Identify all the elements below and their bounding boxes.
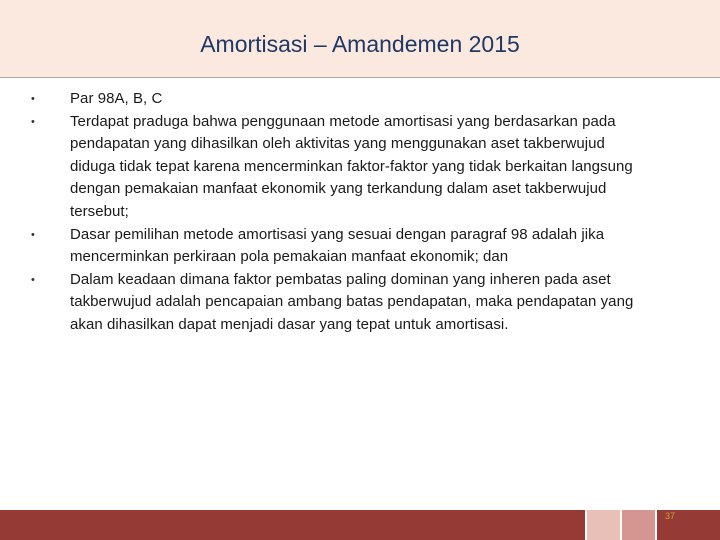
bullet-item xyxy=(0,224,650,269)
bullet-list xyxy=(0,88,720,337)
bullet-marker: • xyxy=(31,93,35,105)
bullet-text: Terdapat praduga bahwa penggunaan metode amortisasi yang berdasarkan pada pendapatan yang dihasilkan oleh aktivitas yang menggunakan aset takberwujud diduga tidak tepat karena mencerminkan faktor-faktor yang tidak berkaitan langsung dengan pemakaian manfaat ekonomik yang terkandung dalam aset takberwujud tersebut; xyxy=(70,112,633,220)
slide-title: Amortisasi – Amandemen 2015 xyxy=(200,31,520,57)
page-number: 37 xyxy=(664,511,675,521)
footer-square-mid xyxy=(622,510,655,540)
slide-header xyxy=(0,0,720,78)
bullet-item xyxy=(0,269,650,337)
bullet-marker: • xyxy=(31,273,35,286)
bullet-marker: • xyxy=(31,228,35,241)
bullet-marker: • xyxy=(31,115,35,128)
bullet-text: Dalam keadaan dimana faktor pembatas paling dominan yang inheren pada aset takberwujud adalah pencapaian ambang batas pendapatan, maka pendapatan yang akan dihasilkan dapat menjadi dasar yang tepat untuk amortisasi. xyxy=(70,270,634,333)
footer-square-light xyxy=(587,510,620,540)
bullet-item xyxy=(0,111,650,224)
slide-footer xyxy=(0,510,720,540)
footer-band xyxy=(0,510,585,540)
bullet-text: Par 98A, B, C xyxy=(70,90,163,107)
bullet-item xyxy=(0,88,650,111)
bullet-text: Dasar pemilihan metode amortisasi yang sesuai dengan paragraf 98 adalah jika mencerminkan perkiraan pola pemakaian manfaat ekonomik; dan xyxy=(70,225,605,266)
